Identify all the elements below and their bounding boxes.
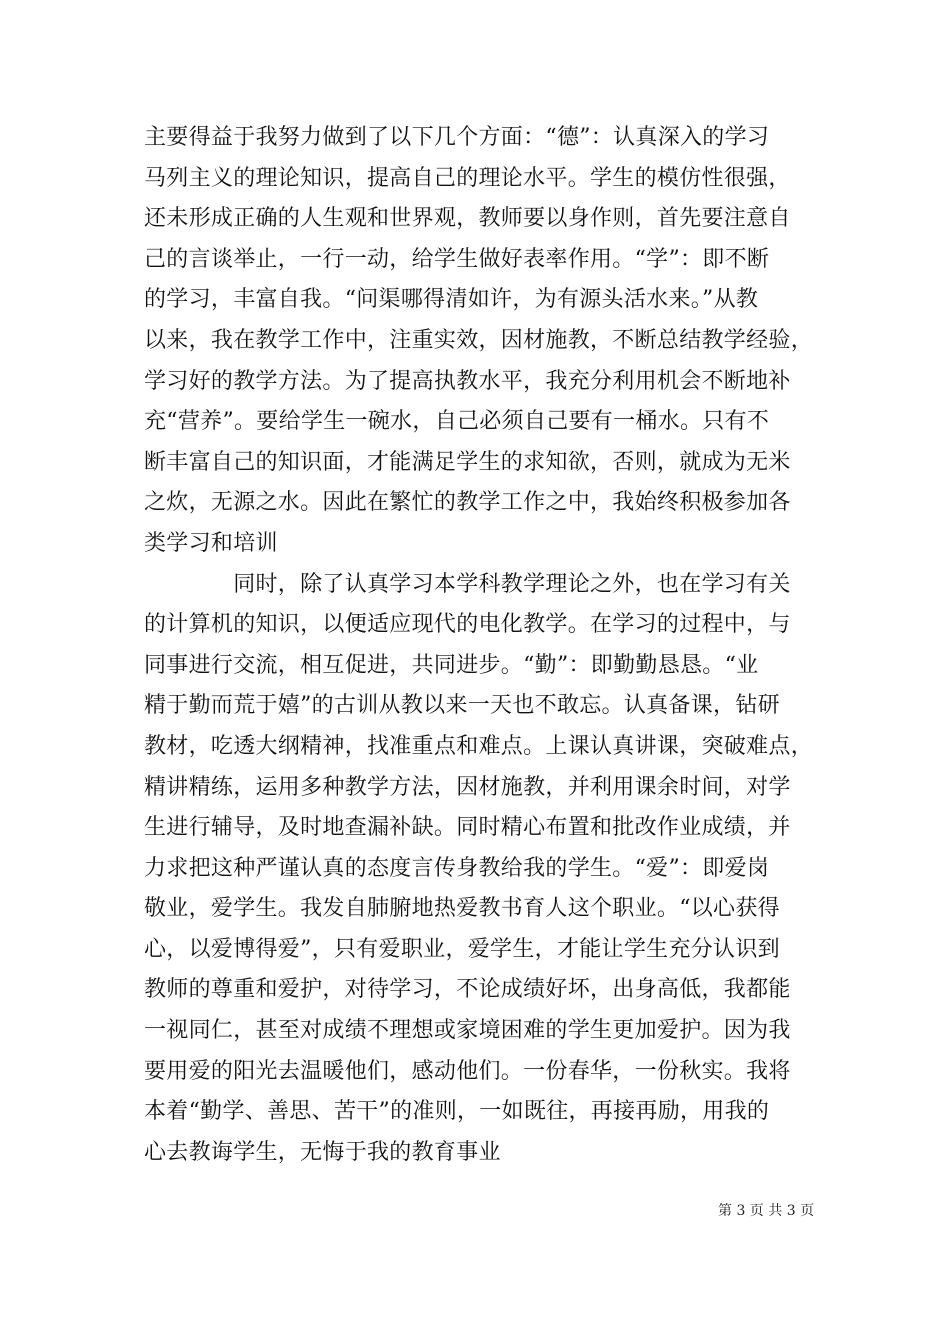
text-line: 的学习，丰富自我。“问渠哪得清如许，为有源头活水来。”从教: [144, 287, 759, 313]
text-line: 教材，吃透大纲精神，找准重点和难点。上课认真讲课，突破难点，: [144, 733, 814, 759]
text-line: 教师的尊重和爱护，对待学习，不论成绩好坏，出身高低，我都能: [144, 977, 791, 1003]
text-line: 本着“勤学、善思、苦干”的准则，一如既往，再接再励，用我的: [144, 1099, 770, 1125]
text-line: 心去教诲学生，无悔于我的教育事业: [144, 1139, 501, 1165]
text-line: 充“营养”。要给学生一碗水，自己必须自己要有一桶水。只有不: [144, 409, 770, 435]
text-line: 之炊，无源之水。因此在繁忙的教学工作之中，我始终积极参加各: [144, 490, 791, 516]
text-line: 生进行辅导，及时地查漏补缺。同时精心布置和批改作业成绩，并: [144, 815, 791, 841]
text-line: 主要得益于我努力做到了以下几个方面：“德”：认真深入的学习: [144, 125, 770, 150]
text-line: 精于勤而荒于嬉”的古训从教以来一天也不敢忘。认真备课，钻研: [144, 693, 780, 719]
text-line: 要用爱的阳光去温暖他们，感动他们。一份春华，一份秋实。我将: [144, 1058, 791, 1084]
text-line: 学习好的教学方法。为了提高执教水平，我充分利用机会不断地补: [144, 368, 791, 394]
text-line: 一视同仁，甚至对成绩不理想或家境困难的学生更加爱护。因为我: [144, 1018, 791, 1044]
text-line: 己的言谈举止，一行一动，给学生做好表率作用。“学”：即不断: [144, 246, 770, 272]
page-number-footer: 第 3 页 共 3 页: [718, 1203, 815, 1219]
body-text: [144, 118, 814, 1173]
text-line: 精讲精练，运用多种教学方法，因材施教，并利用课余时间，对学: [144, 774, 791, 800]
text-line: 还未形成正确的人生观和世界观，教师要以身作则，首先要注意自: [144, 206, 791, 232]
text-line: 同时，除了认真学习本学科教学理论之外，也在学习有关: [144, 571, 791, 597]
text-line: 马列主义的理论知识，提高自己的理论水平。学生的模仿性很强，: [144, 165, 791, 191]
text-line: 敬业，爱学生。我发自肺腑地热爱教书育人这个职业。“以心获得: [144, 896, 780, 922]
text-line: 心，以爱博得爱”，只有爱职业，爱学生，才能让学生充分认识到: [144, 936, 780, 962]
text-line: 的计算机的知识，以便适应现代的电化教学。在学习的过程中，与: [144, 612, 791, 638]
text-line: 断丰富自己的知识面，才能满足学生的求知欲，否则，就成为无米: [144, 449, 791, 475]
text-line: 以来，我在教学工作中，注重实效，因材施教，不断总结教学经验，: [144, 327, 814, 353]
text-line: 类学习和培训: [144, 530, 278, 556]
text-line: 力求把这种严谨认真的态度言传身教给我的学生。“爱”：即爱岗: [144, 855, 770, 881]
text-line: 同事进行交流，相互促进，共同进步。“勤”：即勤勤恳恳。“业: [144, 652, 759, 678]
